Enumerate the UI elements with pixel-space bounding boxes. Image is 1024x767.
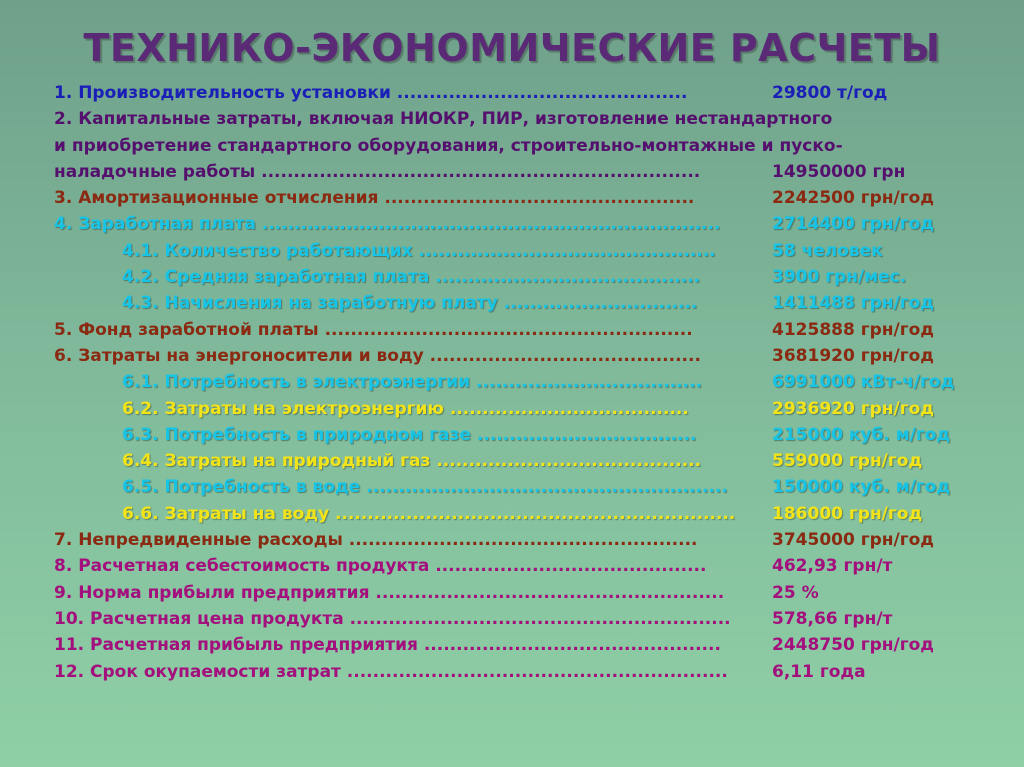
calc-row-value: 2242500 грн/год [772,188,935,209]
calc-row [54,133,1004,159]
calc-row [54,317,1004,343]
calc-row-label: 11. Расчетная прибыль предприятия .............................................. [54,635,721,656]
calc-row-value: 3900 грн/мес. [772,267,907,288]
calc-row [54,343,1004,369]
calc-row-value: 215000 куб. м/год [772,424,951,445]
calc-row-label: 3. Амортизационные отчисления ................................................ [54,188,695,209]
calculation-list [54,80,1004,685]
calc-row [54,396,1004,422]
calc-row-label: 4.1. Количество работающих .............................................. [122,240,716,261]
calc-row-label: 8. Расчетная себестоимость продукта .......................................... [54,556,707,577]
calc-row-value: 2714400 грн/год [772,214,935,235]
calc-row-value: 3745000 грн/год [772,530,935,551]
calc-row-value: 2936920 грн/год [772,398,935,419]
calc-row-label: 4.3. Начисления на заработную плату .............................. [122,293,698,314]
calc-row-value: 1411488 грн/год [772,293,935,314]
calc-row-label: 7. Непредвиденные расходы ...................................................... [54,530,698,551]
calc-row [54,106,1004,132]
calc-row-label: 10. Расчетная цена продукта ........................................................... [54,608,731,629]
calc-row [54,159,1004,185]
calc-row-value: 29800 т/год [772,83,888,103]
calc-row [54,527,1004,553]
calc-row-label: 6. Затраты на энергоносители и воду .......................................... [54,345,701,366]
calc-row-label: и приобретение стандартного оборудования, строительно-монтажные и пуско- [54,135,843,156]
calc-row-label: 6.6. Затраты на воду .............................................................. [122,503,736,524]
calc-row-value: 2448750 грн/год [772,635,935,656]
calc-row [54,238,1004,264]
calc-row [54,501,1004,527]
calc-row-value: 25 % [772,582,819,603]
calc-row-label: 6.3. Потребность в природном газе .................................. [122,424,697,445]
calc-row [54,553,1004,579]
calc-row-value: 58 человек [772,240,883,261]
calc-row-label: 4.2. Средняя заработная плата ......................................... [122,267,701,288]
calc-row [54,369,1004,395]
calc-row [54,580,1004,606]
calc-row [54,185,1004,211]
calc-row-value: 3681920 грн/год [772,345,935,366]
calc-row-label: 1. Производительность установки ............................................. [54,83,688,103]
calc-row [54,264,1004,290]
page-title: ТЕХНИКО-ЭКОНОМИЧЕСКИЕ РАСЧЕТЫ [83,26,941,70]
calc-row-label: 5. Фонд заработной платы ......................................................... [54,319,693,340]
calc-row-label: 6.1. Потребность в электроэнергии ................................... [122,372,702,393]
calc-row-label: 6.5. Потребность в воде ........................................................ [122,477,728,498]
calc-row [54,659,1004,685]
calc-row-value: 462,93 грн/т [772,556,893,577]
calc-row [54,80,1004,106]
calc-row [54,632,1004,658]
calc-row-value: 186000 грн/год [772,503,923,524]
calc-row [54,211,1004,237]
calc-row [54,290,1004,316]
calc-row-label: 4. Заработная плата ....................................................................... [54,214,721,235]
calc-row [54,474,1004,500]
calc-row [54,422,1004,448]
calc-row-label: 6.2. Затраты на электроэнергию ..................................... [122,398,689,419]
calc-row-value: 578,66 грн/т [772,608,893,629]
calc-row-label: 2. Капитальные затраты, включая НИОКР, ПИР, изготовление нестандартного [54,109,833,130]
calc-row-value: 4125888 грн/год [772,319,935,340]
calc-row-label: 6.4. Затраты на природный газ ......................................... [122,451,702,472]
calc-row-label: 12. Срок окупаемости затрат ........................................................... [54,661,728,682]
calc-row-label: наладочные работы .................................................................... [54,161,701,182]
calc-row-value: 6,11 года [772,661,866,682]
calc-row-value: 14950000 грн [772,161,906,182]
calc-row-label: 9. Норма прибыли предприятия ...................................................... [54,582,725,603]
calc-row [54,448,1004,474]
calc-row [54,606,1004,632]
calc-row-value: 150000 куб. м/год [772,477,951,498]
calc-row-value: 6991000 кВт-ч/год [772,372,955,393]
calc-row-value: 559000 грн/год [772,451,923,472]
